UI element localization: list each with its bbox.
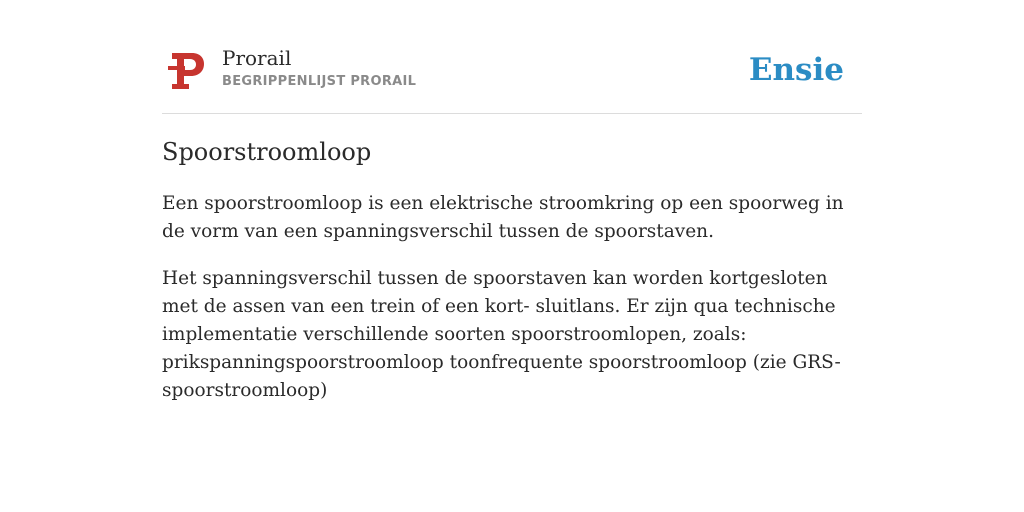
- brand-name[interactable]: Prorail: [222, 46, 292, 70]
- header: [162, 40, 862, 114]
- term-title: Spoorstroomloop: [162, 138, 372, 166]
- brand-subtitle[interactable]: BEGRIPPENLIJST PRORAIL: [222, 74, 417, 89]
- prorail-p-logo-icon[interactable]: [168, 51, 204, 91]
- definition-paragraph: Het spanningsverschil tussen de spoorstaven kan worden kortgesloten met de assen van een trein of een kort- sluitlans. Er zijn qua technische implementatie verschillende soorten spoorstroomlopen, zoals: prikspanningspoorstroomloop toonfrequente spoorstroomloop (zie GRS-spoorstroomloop): [162, 268, 841, 401]
- definition-content: [162, 190, 862, 424]
- definition-paragraph: Een spoorstroomloop is een elektrische stroomkring op een spoorweg in de vorm van een spanningsverschil tussen de spoorstaven.: [162, 193, 844, 242]
- ensie-logo[interactable]: Ensie: [748, 52, 844, 88]
